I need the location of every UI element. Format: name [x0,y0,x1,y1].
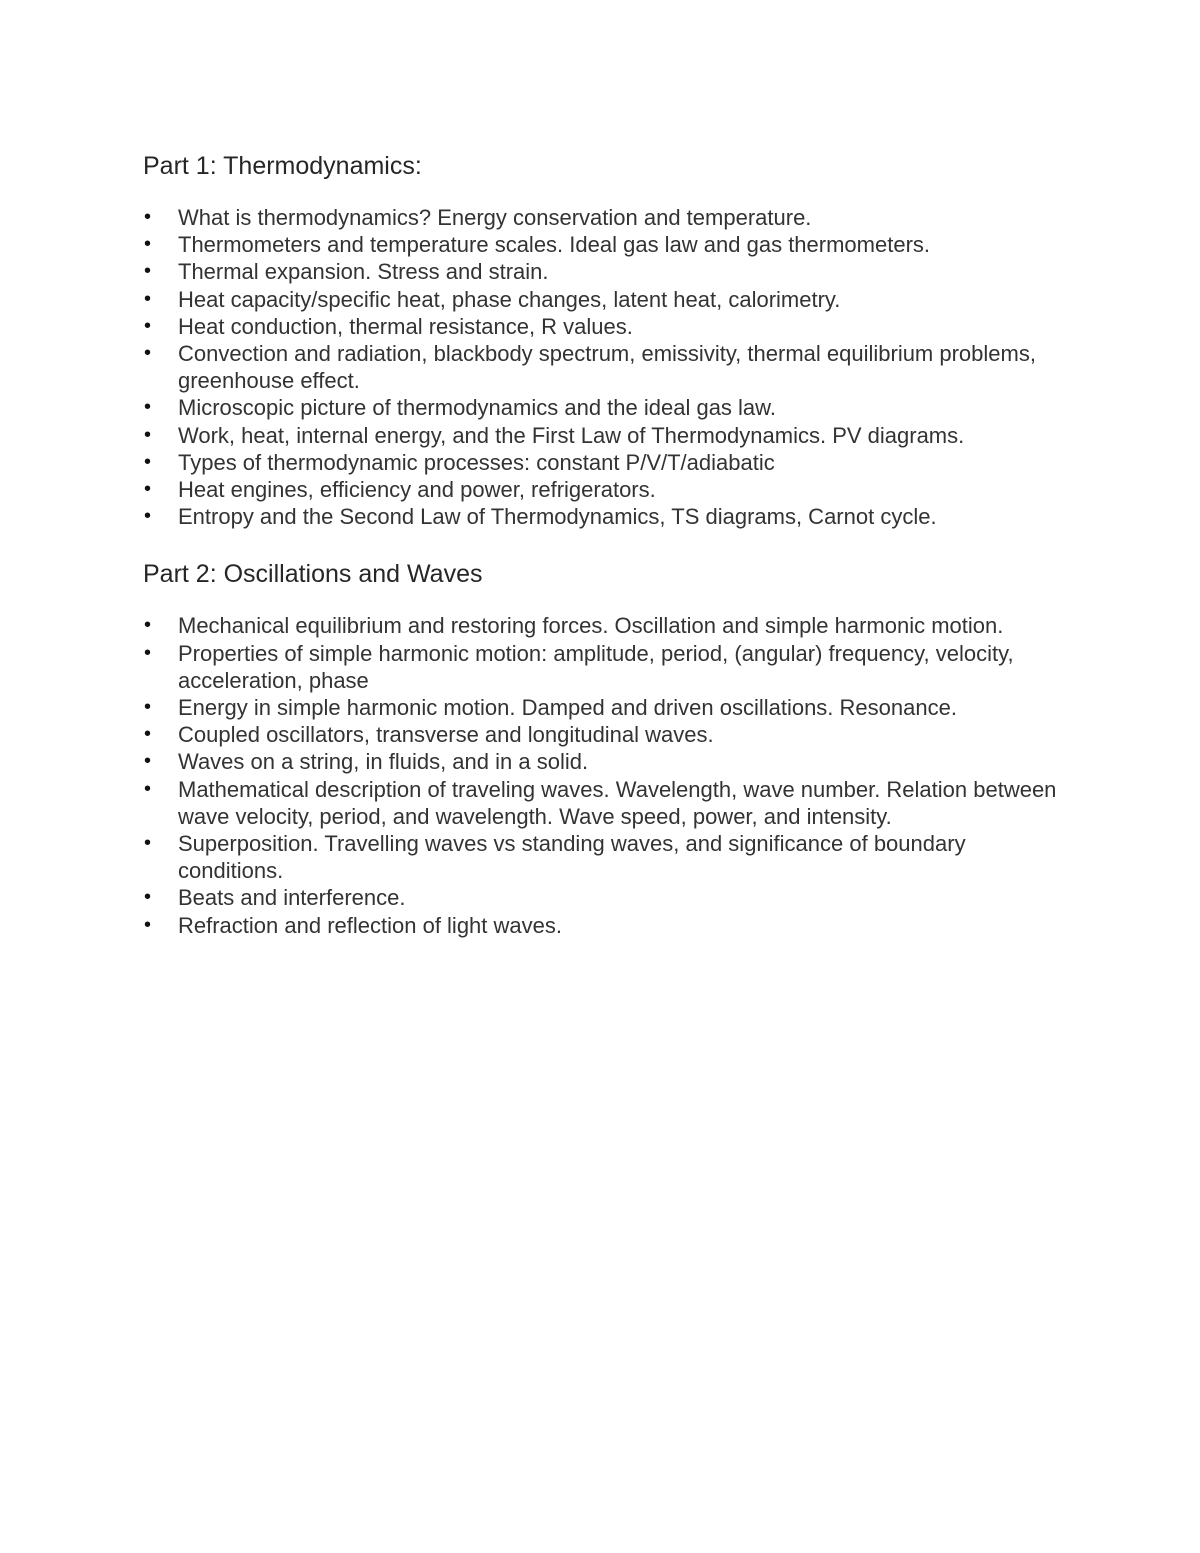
bullet-icon: • [144,423,152,446]
list-item [143,694,1063,721]
list-item-text: Properties of simple harmonic motion: amplitude, period, (angular) frequency, velocity, acceleration, phase [178,640,1014,693]
list-item-text: Types of thermodynamic processes: constant P/V/T/adiabatic [178,449,775,475]
list-item [143,612,1063,639]
list-item-text: Refraction and reflection of light waves. [178,912,562,938]
list-item [143,204,1063,231]
list-item [143,503,1063,530]
list-item-text: Mechanical equilibrium and restoring forces. Oscillation and simple harmonic motion. [178,613,1004,639]
list-item [143,231,1063,258]
bullet-icon: • [144,777,152,800]
bullet-icon: • [144,696,152,719]
list-item-text: Energy in simple harmonic motion. Damped and driven oscillations. Resonance. [178,695,957,721]
list-item [143,640,1063,694]
bullet-icon: • [144,314,152,337]
topic-list [143,612,1063,938]
bullet-icon: • [144,750,152,773]
section-thermodynamics [143,150,1063,530]
list-item-text: Microscopic picture of thermodynamics and the ideal gas law. [178,395,776,421]
list-item-text: Mathematical description of traveling waves. Wavelength, wave number. Relation between wave velocity, period, and wavelength. Wave speed, power, and intensity. [178,776,1057,829]
list-item-text: Thermometers and temperature scales. Ideal gas law and gas thermometers. [178,232,931,258]
list-item [143,912,1063,939]
bullet-icon: • [144,260,152,283]
list-item [143,884,1063,911]
list-item-text: Entropy and the Second Law of Thermodynamics, TS diagrams, Carnot cycle. [178,504,937,530]
bullet-icon: • [144,396,152,419]
list-item [143,721,1063,748]
list-item-text: Thermal expansion. Stress and strain. [178,259,549,285]
bullet-icon: • [144,505,152,528]
bullet-icon: • [144,233,152,256]
list-item [143,830,1063,884]
list-item-text: Coupled oscillators, transverse and longitudinal waves. [178,722,714,748]
list-item-text: Heat engines, efficiency and power, refrigerators. [178,477,656,503]
bullet-icon: • [144,723,152,746]
bullet-icon: • [144,614,152,637]
document-content [143,150,1063,939]
bullet-icon: • [144,832,152,855]
list-item-text: Superposition. Travelling waves vs standing waves, and significance of boundary conditions. [178,831,966,884]
topic-list [143,204,1063,530]
section-heading: Part 1: Thermodynamics: [143,152,422,180]
list-item [143,748,1063,775]
list-item-text: Work, heat, internal energy, and the First Law of Thermodynamics. PV diagrams. [178,422,965,448]
bullet-icon: • [144,641,152,664]
list-item [143,258,1063,285]
bullet-icon: • [144,478,152,501]
list-item [143,476,1063,503]
list-item [143,286,1063,313]
bullet-icon: • [144,342,152,365]
list-item-text: Heat conduction, thermal resistance, R values. [178,313,633,339]
list-item-text: Beats and interference. [178,885,406,911]
list-item [143,394,1063,421]
list-item [143,776,1063,830]
list-item [143,449,1063,476]
list-item-text: Waves on a string, in fluids, and in a solid. [178,749,589,775]
bullet-icon: • [144,913,152,936]
bullet-icon: • [144,886,152,909]
bullet-icon: • [144,450,152,473]
list-item [143,313,1063,340]
list-item-text: Heat capacity/specific heat, phase changes, latent heat, calorimetry. [178,286,841,312]
bullet-icon: • [144,287,152,310]
list-item [143,422,1063,449]
section-heading: Part 2: Oscillations and Waves [143,560,483,589]
section-oscillations-waves [143,558,1063,938]
list-item-text: What is thermodynamics? Energy conservation and temperature. [178,205,812,230]
list-item-text: Convection and radiation, blackbody spectrum, emissivity, thermal equilibrium problems, greenhouse effect. [178,341,1036,394]
list-item [143,340,1063,394]
bullet-icon: • [144,206,152,228]
